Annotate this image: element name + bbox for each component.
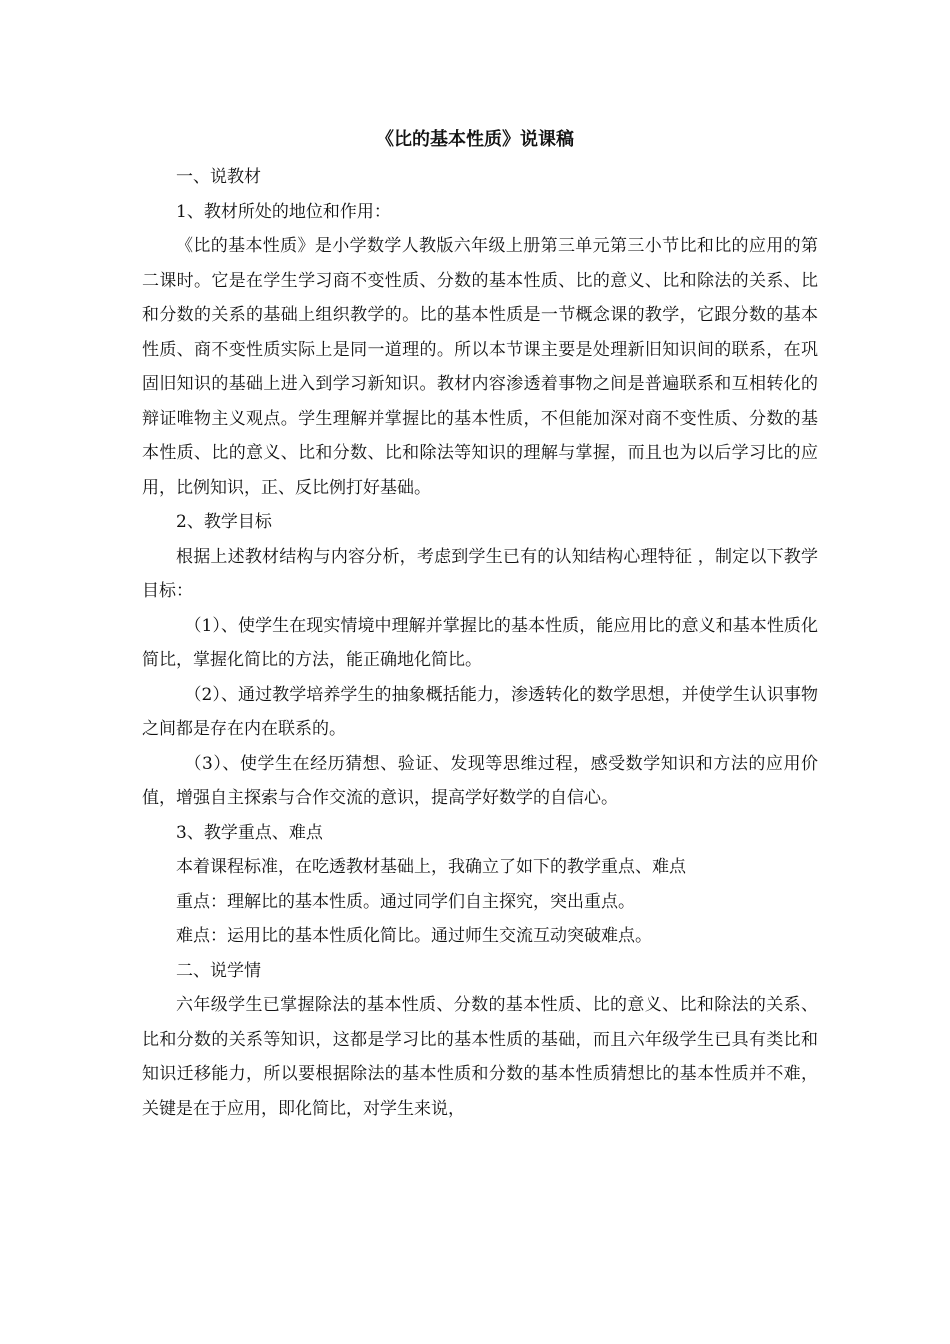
section-heading-teaching-material: 一、说教材 (176, 167, 261, 187)
paragraph-student-situation: 六年级学生已掌握除法的基本性质、分数的基本性质、比的意义、比和除法的关系、比和分数的关系等知识，这都是学习比的基本性质的基础，而且六年级学生已具有类比和知识迁移能力，所以要根据除法的基本性质和分数的基本性质猜想比的基本性质并不难，关键是在于应用，即化简比，对学生来说， (142, 995, 818, 1119)
paragraph-goals-intro: 根据上述教材结构与内容分析，考虑到学生已有的认知结构心理特征 ，制定以下教学目标： (142, 546, 818, 601)
paragraph-difficult-point: 难点：运用比的基本性质化简比。通过师生交流互动突破难点。 (176, 926, 652, 946)
goal-item-2: （2）、通过教学培养学生的抽象概括能力，渗透转化的数学思想，并使学生认识事物之间都是存在内在联系的。 (142, 684, 818, 739)
subheading-key-points: 3、教学重点、难点 (176, 822, 323, 843)
document-body (142, 160, 818, 1126)
goal-item-3: （3）、使学生在经历猜想、验证、发现等思维过程，感受数学知识和方法的应用价值，增强自主探索与合作交流的意识，提高学好数学的自信心。 (142, 753, 818, 808)
paragraph-key-points-intro: 本着课程标准，在吃透教材基础上，我确立了如下的教学重点、难点 (176, 857, 686, 877)
subheading-position-role: 1、教材所处的地位和作用： (176, 201, 391, 222)
subheading-teaching-goals: 2、教学目标 (176, 512, 272, 532)
section-heading-student-situation: 二、说学情 (176, 960, 261, 981)
goal-item-1: （1）、使学生在现实情境中理解并掌握比的基本性质，能应用比的意义和基本性质化简比，掌握化简比的方法，能正确地化简比。 (142, 615, 818, 670)
paragraph-key-point: 重点：理解比的基本性质。通过同学们自主探究，突出重点。 (176, 891, 635, 912)
paragraph-material-analysis: 《比的基本性质》是小学数学人教版六年级上册第三单元第三小节比和比的应用的第二课时。它是在学生学习商不变性质、分数的基本性质、比的意义、比和除法的关系、比和分数的关系的基础上组织教学的。比的基本性质是一节概念课的教学，它跟分数的基本性质、商不变性质实际上是同一道理的。所以本节课主要是处理新旧知识间的联系，在巩固旧知识的基础上进入到学习新知识。教材内容渗透着事物之间是普遍联系和互相转化的辩证唯物主义观点。学生理解并掌握比的基本性质，不但能加深对商不变性质、分数的基本性质、比的意义、比和分数、比和除法等知识的理解与掌握，而且也为以后学习比的应用，比例知识，正、反比例打好基础。 (142, 236, 818, 498)
document-title: 《比的基本性质》说课稿 (376, 129, 574, 150)
